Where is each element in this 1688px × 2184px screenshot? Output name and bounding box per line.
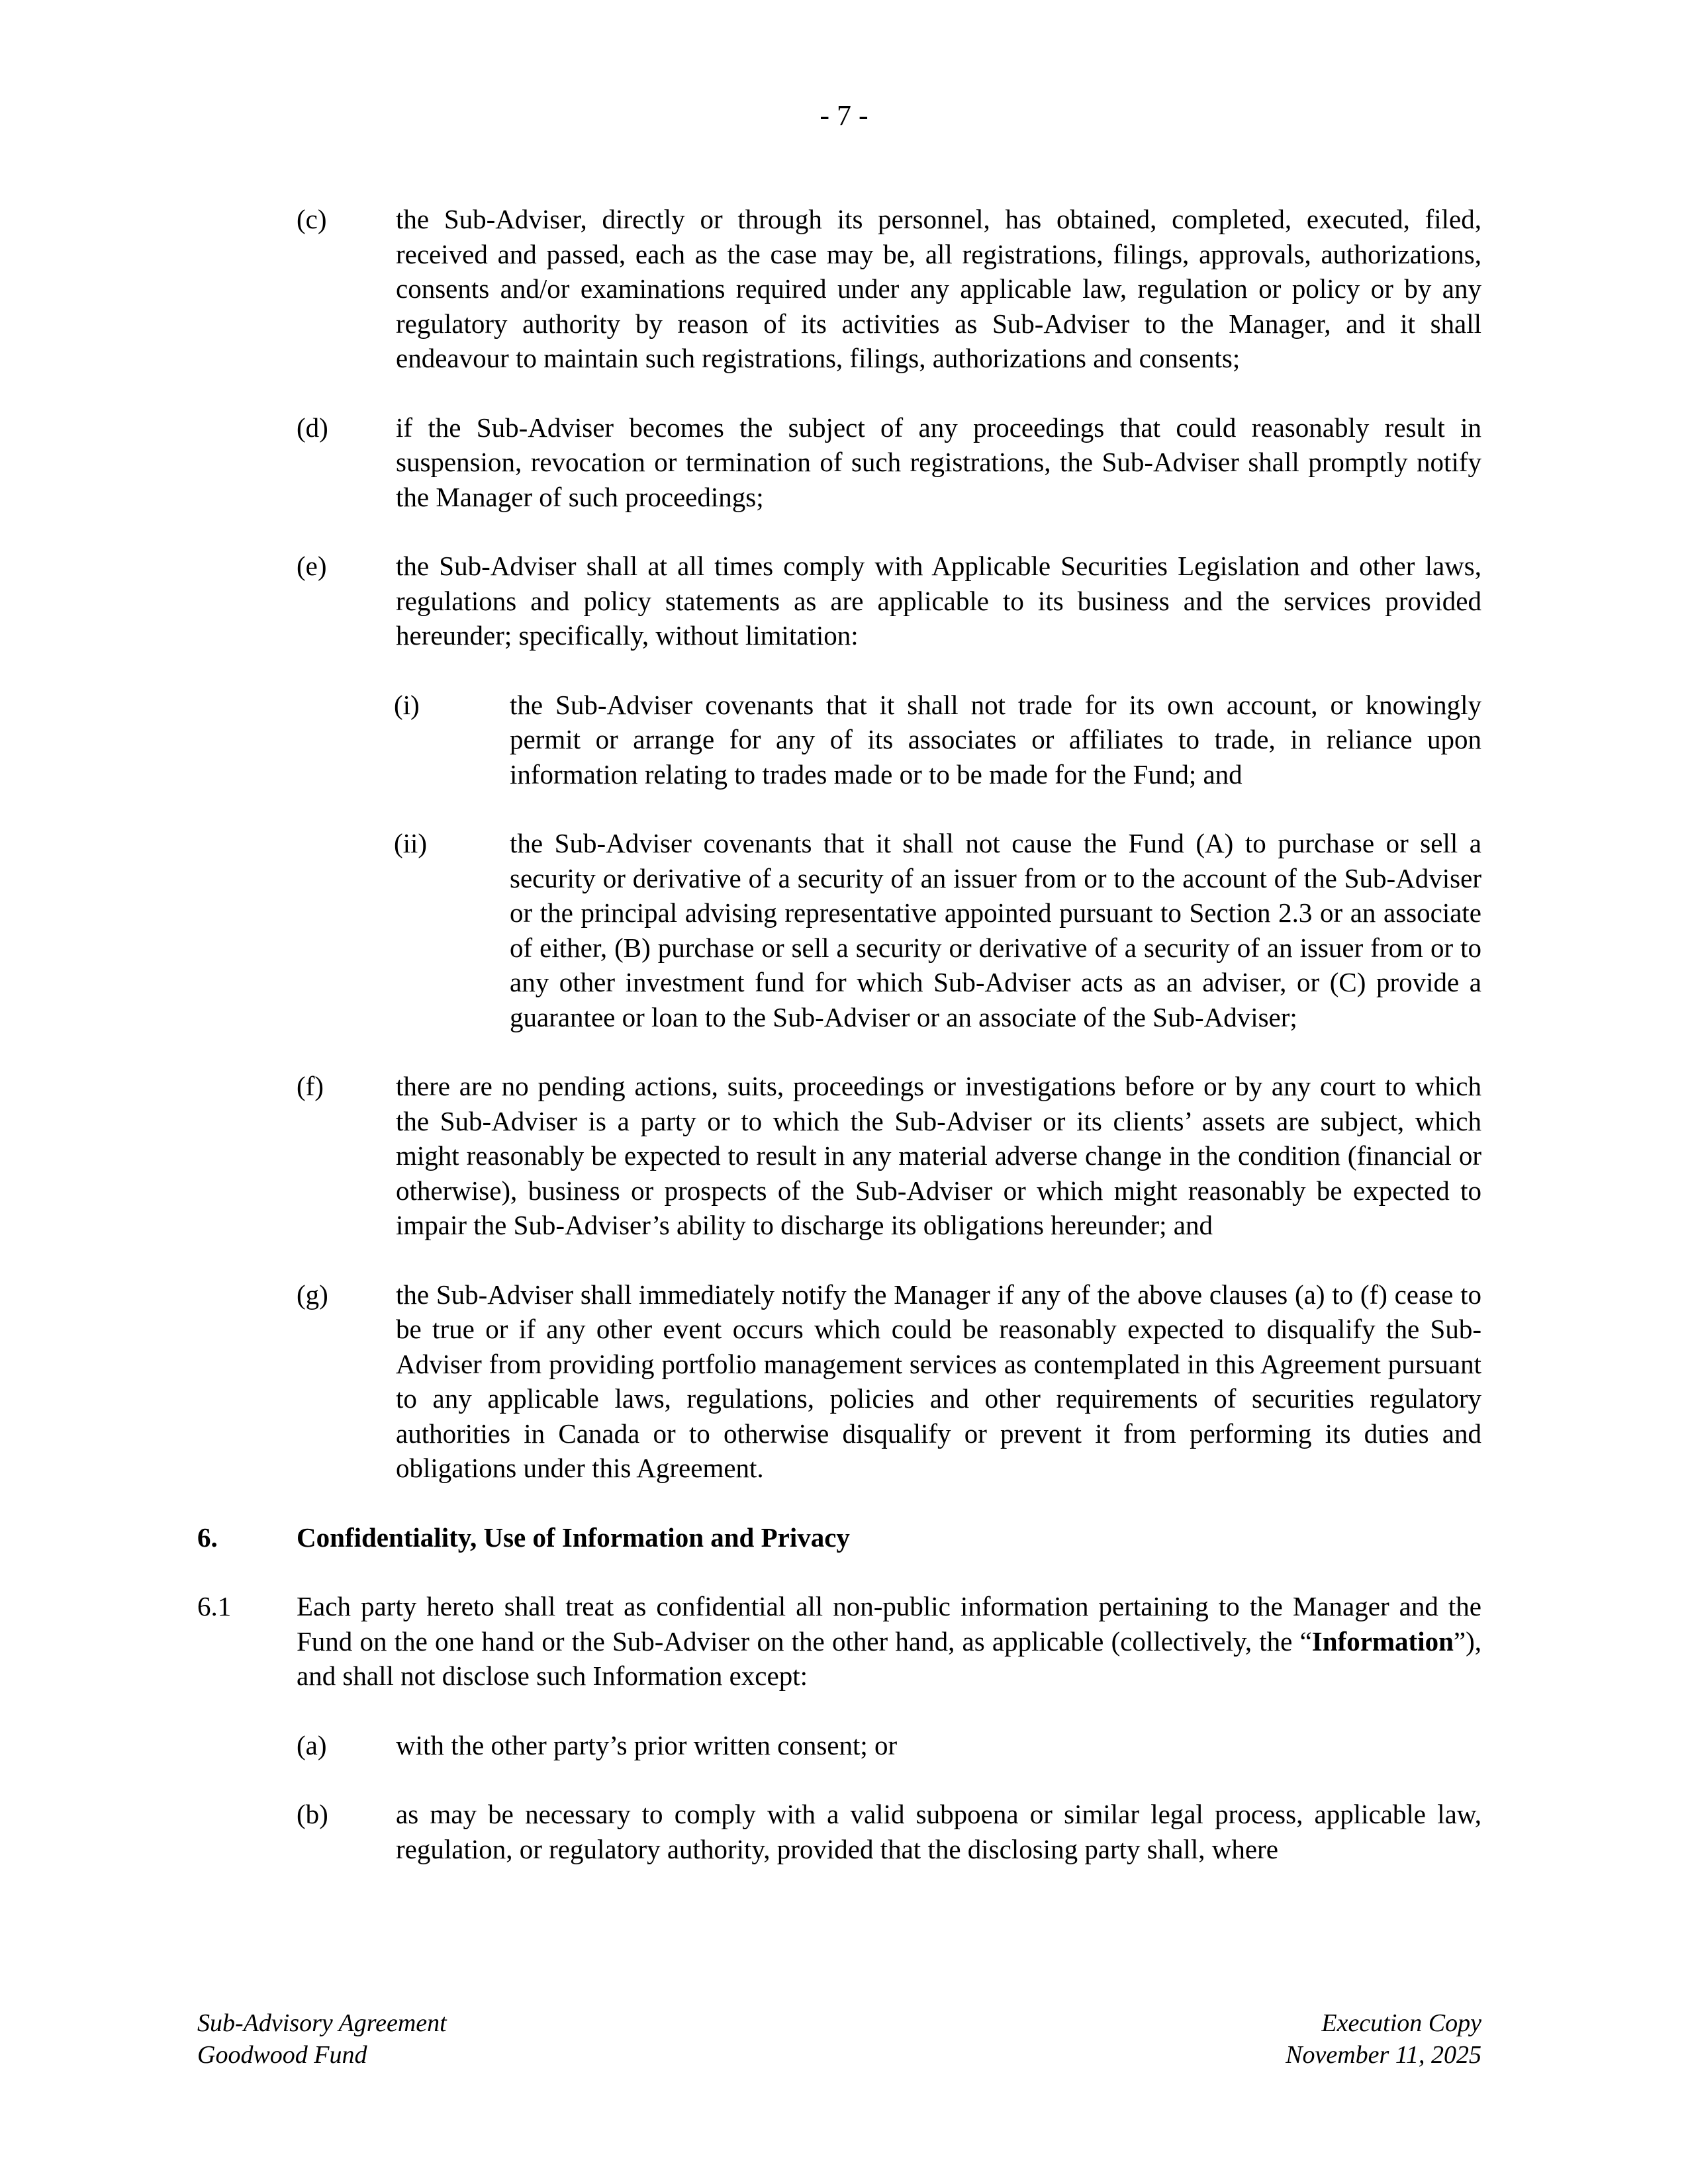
section-6-1 [197, 1589, 1481, 1694]
section-label: 6.1 [197, 1591, 232, 1621]
clause-e [297, 549, 1481, 653]
item-b [297, 1797, 1481, 1866]
text-before: Each party hereto shall treat as confidential all non-public information pertaining to the Manager and the Fund on the one hand or the Sub-Adviser on the other hand, as applicable (collectively, the “ [297, 1591, 1481, 1657]
footer-agreement-title: Sub-Advisory Agreement [197, 2009, 447, 2037]
footer-date: November 11, 2025 [1286, 2041, 1481, 2069]
footer-copy-type: Execution Copy [1321, 2009, 1481, 2037]
defined-term: Information [1311, 1625, 1454, 1657]
page-number: - 7 - [820, 99, 868, 132]
clause-c [297, 202, 1481, 376]
clause-text: the Sub-Adviser, directly or through its personnel, has obtained, completed, executed, filed, received and passed, each as the case may be, all registrations, filings, approvals, authorizations, consents and/or examinations required under any applicable law, regulation or policy or by any regulatory authority by reason of its activities as Sub-Adviser to the Manager, and it shall endeavour to maintain such registrations, filings, authorizations and consents; [396, 204, 1481, 373]
clause-text: there are no pending actions, suits, proceedings or investigations before or by any court to which the Sub-Adviser is a party or to which the Sub-Adviser or its clients’ assets are subject, which might reasonably be expected to result in any material adverse change in the condition (financial or otherwise), business or prospects of the Sub-Adviser or which might reasonably be expected to impair the Sub-Adviser’s ability to discharge its obligations hereunder; and [396, 1071, 1481, 1240]
section-number: 6. [197, 1522, 218, 1553]
footer-left [197, 2007, 447, 2071]
section-text [297, 1589, 1481, 1694]
text-after: ”), and shall not disclose such Information except: [297, 1625, 1481, 1691]
footer-right [1286, 2007, 1481, 2071]
subclause-label: (ii) [394, 828, 428, 858]
clause-label: (e) [297, 551, 327, 581]
clause-f [297, 1069, 1481, 1243]
clause-d [297, 410, 1481, 515]
clause-text: the Sub-Adviser shall immediately notify the Manager if any of the above clauses (a) to (f) cease to be true or if any other event occurs which could be reasonably expected to disqualify the Sub-Adviser from providing portfolio management services as contemplated in this Agreement pursuant to any applicable laws, regulations, policies and other requirements of securities regulatory authorities in Canada or to otherwise disqualify or prevent it from performing its duties and obligations under this Agreement. [396, 1279, 1481, 1483]
clause-text: if the Sub-Adviser becomes the subject of any proceedings that could reasonably result in suspension, revocation or termination of such registrations, the Sub-Adviser shall promptly notify the Manager of such proceedings; [396, 412, 1481, 512]
clause-label: (f) [297, 1071, 324, 1101]
footer-fund-name: Goodwood Fund [197, 2041, 367, 2069]
item-text: with the other party’s prior written consent; or [396, 1729, 898, 1760]
subclause-label: (i) [394, 689, 420, 720]
subclause-text: the Sub-Adviser covenants that it shall not cause the Fund (A) to purchase or sell a security or derivative of a security of an issuer from or to the account of the Sub-Adviser or the principal advising representative appointed pursuant to Section 2.3 or an associate of either, (B) purchase or sell a security or derivative of a security of an issuer from or to any other investment fund for which Sub-Adviser acts as an adviser, or (C) provide a guarantee or loan to the Sub-Adviser or an associate of the Sub-Adviser; [510, 828, 1481, 1032]
subclause-text: the Sub-Adviser covenants that it shall not trade for its own account, or knowingly permit or arrange for any of its associates or affiliates to trade, in reliance upon information relating to trades made or to be made for the Fund; and [510, 689, 1481, 790]
section-title: Confidentiality, Use of Information and Privacy [297, 1522, 850, 1553]
clause-text: the Sub-Adviser shall at all times comply with Applicable Securities Legislation and other laws, regulations and policy statements as are applicable to its business and the services provided hereunder; specifically, without limitation: [396, 551, 1481, 651]
clause-label: (g) [297, 1279, 328, 1310]
subclause-ii [394, 826, 1481, 1034]
item-text: as may be necessary to comply with a valid subpoena or similar legal process, applicable law, regulation, or regulatory authority, provided that the disclosing party shall, where [396, 1799, 1481, 1864]
item-label: (a) [297, 1729, 327, 1760]
item-label: (b) [297, 1799, 328, 1829]
clause-g [297, 1277, 1481, 1486]
item-a [297, 1728, 1481, 1763]
clause-label: (c) [297, 204, 327, 234]
subclause-i [394, 688, 1481, 792]
clause-label: (d) [297, 412, 328, 443]
section-heading [197, 1520, 1688, 1555]
document-body [0, 202, 1688, 1866]
